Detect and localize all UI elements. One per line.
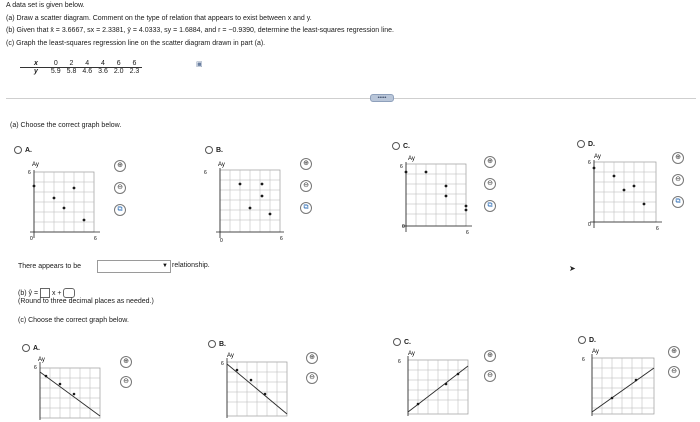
x-cell: 4 (95, 60, 111, 68)
zoom-out-icon[interactable]: ⊖ (300, 180, 312, 192)
scatter-point (269, 213, 272, 216)
x-cell: 2 (64, 60, 80, 68)
scatter-point (425, 171, 428, 174)
expand-icon[interactable]: ⧉ (300, 202, 312, 214)
zoom-out-icon[interactable]: ⊖ (672, 174, 684, 186)
axis-y-label: Ay (408, 351, 415, 357)
radio-a-a[interactable] (14, 146, 22, 154)
relationship-dropdown[interactable] (97, 260, 171, 273)
radio-a-d[interactable] (577, 140, 585, 148)
y-header: y (34, 68, 38, 75)
zoom-in-icon[interactable]: ⊕ (306, 352, 318, 364)
option-c-a[interactable] (22, 344, 40, 352)
scatter-point (635, 379, 638, 382)
equation-prefix: (b) ŷ = (18, 289, 39, 297)
graph-c-d (580, 346, 662, 418)
scatter-point (613, 175, 616, 178)
scatter-point (264, 393, 267, 396)
part-b-text: (b) Given that x̄ = 3.6667, sx = 2.3381, ȳ = 4.0333, sy = 1.6884, and r = −0.9390, determine the least-squares regression line. (6, 27, 394, 34)
rounding-note: (Round to three decimal places as needed.) (18, 298, 154, 305)
mouse-cursor-icon: ➤ (569, 264, 576, 273)
grid (594, 162, 656, 222)
option-c-d[interactable] (578, 336, 596, 344)
radio-c-b[interactable] (208, 340, 216, 348)
graph-a-a (24, 158, 114, 250)
option-a-c[interactable] (392, 142, 410, 150)
graph-a-b (200, 158, 290, 250)
grid (220, 170, 280, 232)
equation-mid: x + (51, 289, 62, 297)
intro-text: A data set is given below. (6, 2, 85, 9)
scatter-point (611, 397, 614, 400)
scatter-point (73, 393, 76, 396)
graph-c-a (30, 354, 110, 420)
option-c-b[interactable] (208, 340, 226, 348)
y-cell: 5.9 (50, 68, 61, 75)
zoom-in-icon[interactable]: ⊕ (668, 346, 680, 358)
scatter-point (63, 207, 66, 210)
axis-origin: 0 (220, 238, 223, 244)
option-label: D. (588, 140, 595, 148)
zoom-out-icon[interactable]: ⊖ (306, 372, 318, 384)
zoom-in-icon[interactable]: ⊕ (484, 156, 496, 168)
option-label: B. (219, 340, 226, 348)
radio-a-b[interactable] (205, 146, 213, 154)
zoom-in-icon[interactable]: ⊕ (300, 158, 312, 170)
axis-origin: 0 (402, 224, 405, 230)
axis-tick-top: 6 (204, 170, 207, 176)
y-cell: 5.8 (66, 68, 77, 75)
option-label: A. (25, 146, 32, 154)
zoom-in-icon[interactable]: ⊕ (114, 160, 126, 172)
axis-tick-top: 6 (221, 361, 224, 367)
option-label: C. (403, 142, 410, 150)
scatter-point (445, 185, 448, 188)
section-a-prompt: (a) Choose the correct graph below. (10, 122, 122, 129)
expand-icon[interactable]: ⧉ (484, 200, 496, 212)
axes (402, 162, 472, 232)
expand-icon[interactable]: ⧉ (672, 196, 684, 208)
zoom-in-icon[interactable]: ⊕ (672, 152, 684, 164)
axis-y-label: Ay (408, 156, 415, 162)
scatter-point (53, 197, 56, 200)
scatter-point (83, 219, 86, 222)
y-cell: 2.3 (129, 68, 140, 75)
option-a-b[interactable] (205, 146, 223, 154)
table-row-x (20, 60, 142, 68)
zoom-out-icon[interactable]: ⊖ (668, 366, 680, 378)
part-c-text: (c) Graph the least-squares regression line on the scatter diagram drawn in part (a). (6, 40, 266, 47)
scatter-point (593, 167, 596, 170)
radio-c-a[interactable] (22, 344, 30, 352)
axis-y-label: Ay (594, 154, 601, 160)
section-c-prompt: (c) Choose the correct graph below. (18, 317, 129, 324)
axis-tick-top: 6 (28, 170, 31, 176)
grid (408, 360, 468, 414)
scatter-point (239, 183, 242, 186)
axis-y-label: Ay (227, 353, 234, 359)
x-cell: 0 (48, 60, 64, 68)
grid (34, 172, 94, 232)
axis-origin: 0 (30, 236, 33, 242)
graph-c-b (215, 350, 295, 420)
axis-y-label: Ay (38, 357, 45, 363)
axis-tick-x: 6 (280, 236, 283, 242)
axis-y-label: Ay (32, 162, 39, 168)
regression-line (592, 368, 654, 412)
graph-a-d (580, 150, 670, 242)
relationship-before: There appears to be (18, 263, 82, 270)
option-a-d[interactable] (577, 140, 595, 148)
zoom-out-icon[interactable]: ⊖ (114, 182, 126, 194)
option-label: C. (404, 338, 411, 346)
scatter-point (457, 373, 460, 376)
axis-y-label: Ay (592, 349, 599, 355)
x-cell: 4 (79, 60, 95, 68)
axis-tick-top: 6 (398, 359, 401, 365)
axis-tick-top: 6 (400, 164, 403, 170)
grid (40, 368, 100, 418)
y-cell: 2.0 (113, 68, 124, 75)
scatter-point (445, 383, 448, 386)
y-cell: 4.6 (82, 68, 93, 75)
option-c-c[interactable] (393, 338, 411, 346)
zoom-in-icon[interactable]: ⊕ (484, 350, 496, 362)
scatter-point (417, 403, 420, 406)
grid (406, 164, 466, 226)
option-label: A. (33, 344, 40, 352)
axis-origin: 0 (588, 222, 591, 228)
x-header: x (20, 60, 48, 68)
scatter-point (73, 187, 76, 190)
relationship-after: relationship. (172, 262, 210, 269)
radio-c-c[interactable] (393, 338, 401, 346)
part-a-text: (a) Draw a scatter diagram. Comment on the type of relation that appears to exist between x and y. (6, 15, 312, 22)
scatter-point (236, 369, 239, 372)
y-cell: 3.6 (98, 68, 108, 75)
data-table (20, 60, 142, 75)
zoom-out-icon[interactable]: ⊖ (484, 178, 496, 190)
table-row-y (20, 68, 142, 76)
axis-tick-x: 6 (656, 226, 659, 232)
intercept-input[interactable] (63, 288, 75, 298)
slope-input[interactable] (40, 288, 50, 298)
scatter-point (45, 375, 48, 378)
scatter-point (465, 205, 468, 208)
regression-equation (18, 288, 75, 298)
scatter-point (643, 203, 646, 206)
expand-icon[interactable]: ⧉ (114, 204, 126, 216)
option-a-a[interactable] (14, 146, 32, 154)
copy-icon[interactable]: ▣ (196, 61, 203, 68)
axes (590, 160, 662, 228)
scatter-point (33, 185, 36, 188)
option-label: B. (216, 146, 223, 154)
scatter-point (261, 195, 264, 198)
radio-a-c[interactable] (392, 142, 400, 150)
x-cell: 6 (127, 60, 143, 68)
section-divider (6, 98, 696, 99)
axes (30, 170, 100, 238)
scatter-point (250, 379, 253, 382)
scatter-point (633, 185, 636, 188)
zoom-in-icon[interactable]: ⊕ (120, 356, 132, 368)
scatter-point (261, 183, 264, 186)
graph-a-c (390, 152, 480, 244)
axis-tick-top: 6 (34, 365, 37, 371)
axis-y-label: Ay (218, 162, 225, 168)
zoom-out-icon[interactable]: ⊖ (120, 376, 132, 388)
scatter-point (405, 171, 408, 174)
scatter-point (59, 383, 62, 386)
x-cell: 6 (111, 60, 127, 68)
scatter-point (249, 207, 252, 210)
scatter-point (623, 189, 626, 192)
graph-c-c (396, 348, 476, 418)
axis-tick-top: 6 (588, 160, 591, 166)
radio-c-d[interactable] (578, 336, 586, 344)
axis-tick-top: 6 (582, 357, 585, 363)
chevron-down-icon: ▼ (162, 263, 168, 269)
axis-tick-x: 6 (94, 236, 97, 242)
expand-divider-button[interactable]: ••••• (370, 94, 394, 102)
axis-tick-x: 6 (466, 230, 469, 236)
zoom-out-icon[interactable]: ⊖ (484, 370, 496, 382)
scatter-point (465, 209, 468, 212)
option-label: D. (589, 336, 596, 344)
scatter-point (445, 195, 448, 198)
